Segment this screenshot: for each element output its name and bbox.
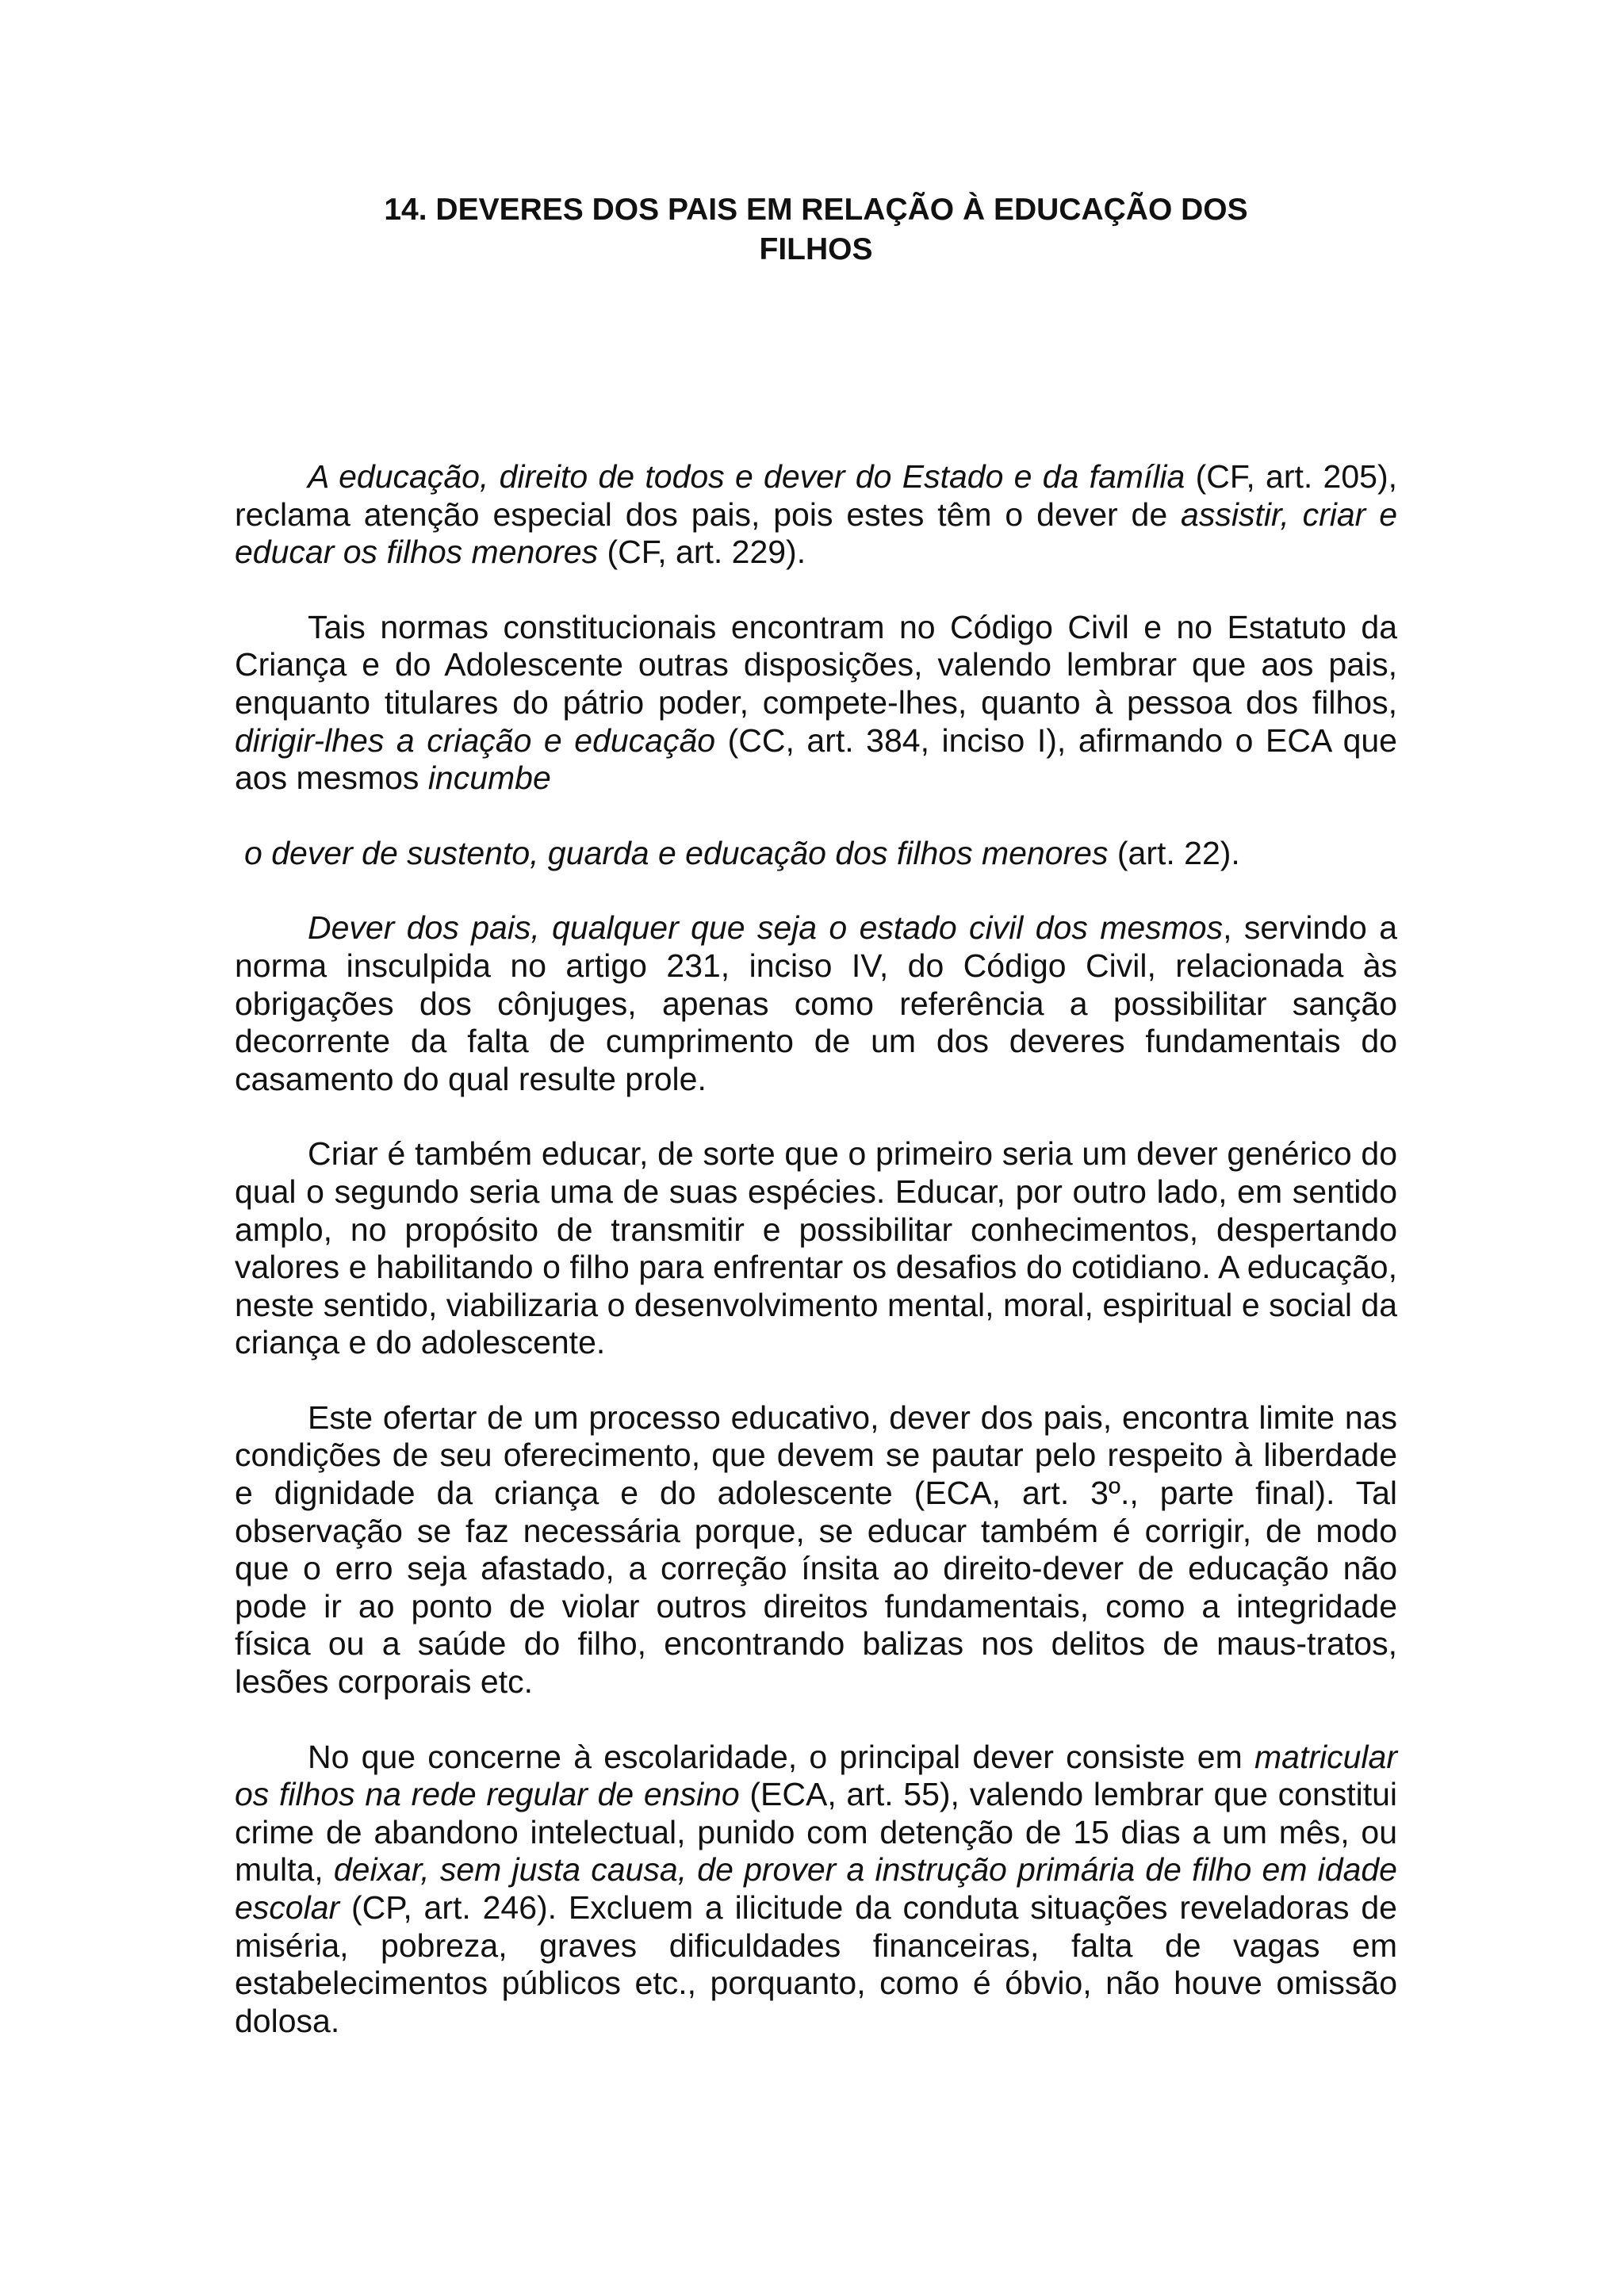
text-run: (ECA, art. 55), valendo lembrar que constitui crime de abandono intelectual, punido com detenção de 15 dias a um mês, ou multa, bbox=[235, 1776, 1398, 1888]
text-run: matricular os filhos na rede regular de ensino bbox=[235, 1738, 1397, 1813]
paragraph bbox=[235, 1135, 1397, 1362]
paragraph bbox=[235, 1739, 1397, 2041]
paragraph bbox=[235, 909, 1397, 1098]
text-run: deixar, sem justa causa, de prover a instrução primária de filho em idade escolar bbox=[235, 1851, 1397, 1926]
document-page bbox=[235, 0, 1397, 2296]
text-run: Criar é também educar, de sorte que o primeiro seria um dever genérico do qual o segundo seria uma de suas espécies. Educar, por outro lado, em sentido amplo, no propósito de transmitir e possibilitar conhecimentos, despertando valores e habilitando o filho para enfrentar os desafios do cotidiano. A educação, neste sentido, viabilizaria o desenvolvimento mental, moral, espiritual e social da criança e do adolescente. bbox=[235, 1135, 1397, 1361]
text-run: incumbe bbox=[427, 760, 551, 797]
text-run: (CF, art. 205), reclama atenção especial dos pais, pois estes têm o dever de bbox=[235, 458, 1397, 533]
text-run: o dever de sustento, guarda e educação dos filhos menores bbox=[244, 834, 1109, 871]
text-run: (CC, art. 384, inciso I), afirmando o ECA que aos mesmos bbox=[235, 721, 1397, 797]
title-line-1: 14. DEVERES DOS PAIS EM RELAÇÃO À EDUCAÇÃO DOS bbox=[384, 193, 1248, 227]
page-title bbox=[235, 190, 1397, 270]
body-text bbox=[235, 458, 1397, 2077]
quoted-paragraph bbox=[235, 835, 1397, 873]
text-run: A educação, direito de todos e dever do Estado e da família bbox=[308, 458, 1185, 495]
text-run: , servindo a norma insculpida no artigo 231, inciso IV, do Código Civil, relacionada às obrigações dos cônjuges, apenas como referência a possibilitar sanção decorrente da falta de cumprimento de um dos deveres fundamentais do casamento do qual resulte prole. bbox=[235, 909, 1397, 1097]
text-run: (CP, art. 246). Excluem a ilicitude da conduta situações reveladoras de miséria, pobreza, graves dificuldades financeiras, falta de vagas em estabelecimentos públicos etc., porquanto, como é óbvio, não houve omissão dolosa. bbox=[235, 1889, 1397, 2039]
text-run: No que concerne à escolaridade, o principal dever consiste em bbox=[308, 1738, 1255, 1775]
title-line-2: FILHOS bbox=[759, 232, 873, 266]
text-run: (CF, art. 229). bbox=[598, 534, 806, 571]
text-run: Dever dos pais, qualquer que seja o estado civil dos mesmos bbox=[308, 909, 1224, 947]
text-run: Tais normas constitucionais encontram no Código Civil e no Estatuto da Criança e do Adolescente outras disposições, valendo lembrar que aos pais, enquanto titulares do pátrio poder, compete-lhes, quanto à pessoa dos filhos, bbox=[235, 608, 1397, 721]
paragraph bbox=[235, 458, 1397, 572]
text-run: dirigir-lhes a criação e educação bbox=[235, 721, 716, 759]
text-run: (art. 22). bbox=[1108, 834, 1240, 871]
text-run: Este ofertar de um processo educativo, dever dos pais, encontra limite nas condições de seu oferecimento, que devem se pautar pelo respeito à liberdade e dignidade da criança e do adolescente (ECA, art. 3º., parte final). Tal observação se faz necessária porque, se educar também é corrigir, de modo que o erro seja afastado, a correção ínsita ao direito-dever de educação não pode ir ao ponto de violar outros direitos fundamentais, como a integridade física ou a saúde do filho, encontrando balizas nos delitos de maus-tratos, lesões corporais etc. bbox=[235, 1399, 1397, 1701]
paragraph bbox=[235, 1399, 1397, 1701]
text-run: assistir, criar e educar os filhos menores bbox=[235, 496, 1397, 571]
paragraph bbox=[235, 609, 1397, 798]
